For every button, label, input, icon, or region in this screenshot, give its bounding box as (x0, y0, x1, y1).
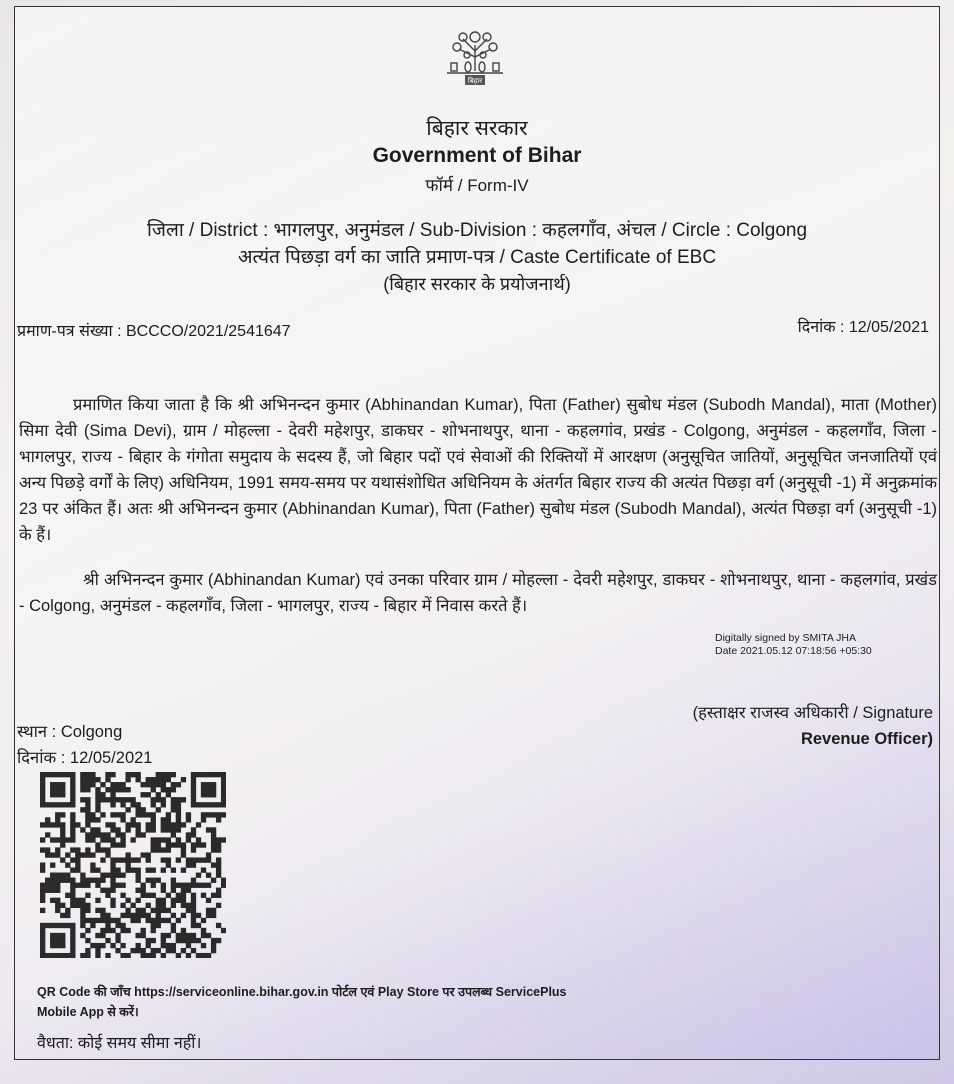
title-english: Government of Bihar (372, 144, 582, 167)
qr-note-line-1: QR Code की जाँच https://serviceonline.bihar.gov.in पोर्टल एवं Play Store पर उपलब्ध ServicePlus (37, 985, 567, 999)
signature-line-1: (हस्ताक्षर राजस्व अधिकारी / Signature (692, 704, 933, 722)
place: स्थान : Colgong (17, 723, 123, 741)
certificate-number: प्रमाण-पत्र संख्या : BCCCO/2021/2541647 (17, 323, 291, 340)
validity-note: वैधता: कोई समय सीमा नहीं। (37, 1035, 202, 1052)
certificate-type: अत्यंत पिछड़ा वर्ग का जाति प्रमाण-पत्र / Caste Certificate of EBC (237, 247, 717, 268)
qr-verification-note (37, 982, 637, 1022)
signature-block (693, 700, 933, 752)
signature-line-2: Revenue Officer) (800, 730, 933, 748)
certificate-purpose: (बिहार सरकार के प्रयोजनार्थ) (383, 274, 571, 294)
certification-paragraph: प्रमाणित किया जाता है कि श्री अभिनन्दन कुमार (Abhinandan Kumar), पिता (Father) सुबोध मंडल (Subodh Mandal), माता (Mother) सिमा देवी (Sima Devi), ग्राम / मोहल्ला - देवरी महेशपुर, डाकघर - शोभनाथपुर, थाना - कहलगांव, प्रखंड - Colgong, अनुमंडल - कहलगाँव, जिला - भागलपुर, राज्य - बिहार के गंगोता समुदाय के सदस्य हैं, जो बिहार पदों एवं सेवाओं की रिक्तियों में आरक्षण (अनुसूचित जातियों, अनुसूचित जनजातियों एवं अन्य पिछड़े वर्गों के लिए) अधिनियम, 1991 समय-समय पर यथासंशोधित अधिनियम के अंतर्गत बिहार राज्य की अत्यंत पिछड़ा वर्ग (अनुसूची -1) में अनुक्रमांक 23 पर अंकित हैं। अतः श्री अभिनन्दन कुमार (Abhinandan Kumar), पिता (Father) सुबोध मंडल (Subodh Mandal), अत्यंत पिछड़ा वर्ग (अनुसूची -1) के हैं। (19, 396, 937, 544)
digital-signature (715, 632, 872, 658)
title-hindi: बिहार सरकार (426, 117, 528, 140)
qr-code[interactable] (40, 772, 226, 958)
qr-note-line-2: Mobile App से करें। (37, 1005, 139, 1019)
jurisdiction-line: जिला / District : भागलपुर, अनुमंडल / Sub-Division : कहलगाँव, अंचल / Circle : Colgong (146, 220, 808, 241)
place-date-block (17, 719, 152, 771)
place-date: दिनांक : 12/05/2021 (17, 749, 153, 767)
bihar-emblem-icon (433, 25, 517, 91)
form-number: फॉर्म / Form-IV (425, 176, 529, 195)
certificate-sheet (14, 6, 940, 1060)
issue-date: दिनांक : 12/05/2021 (797, 319, 929, 336)
emblem-label: बिहार (467, 77, 483, 85)
residence-paragraph: श्री अभिनन्दन कुमार (Abhinandan Kumar) एवं उनका परिवार ग्राम / मोहल्ला - देवरी महेशपुर, डाकघर - शोभनाथपुर, थाना - कहलगांव, प्रखंड - Colgong, अनुमंडल - कहलगाँव, जिला - भागलपुर, राज्य - बिहार में निवास करते हैं। (19, 571, 937, 615)
digital-signature-name: Digitally signed by SMITA JHA (715, 632, 857, 644)
digital-signature-date: Date 2021.05.12 07:18:56 +05:30 (715, 645, 872, 657)
